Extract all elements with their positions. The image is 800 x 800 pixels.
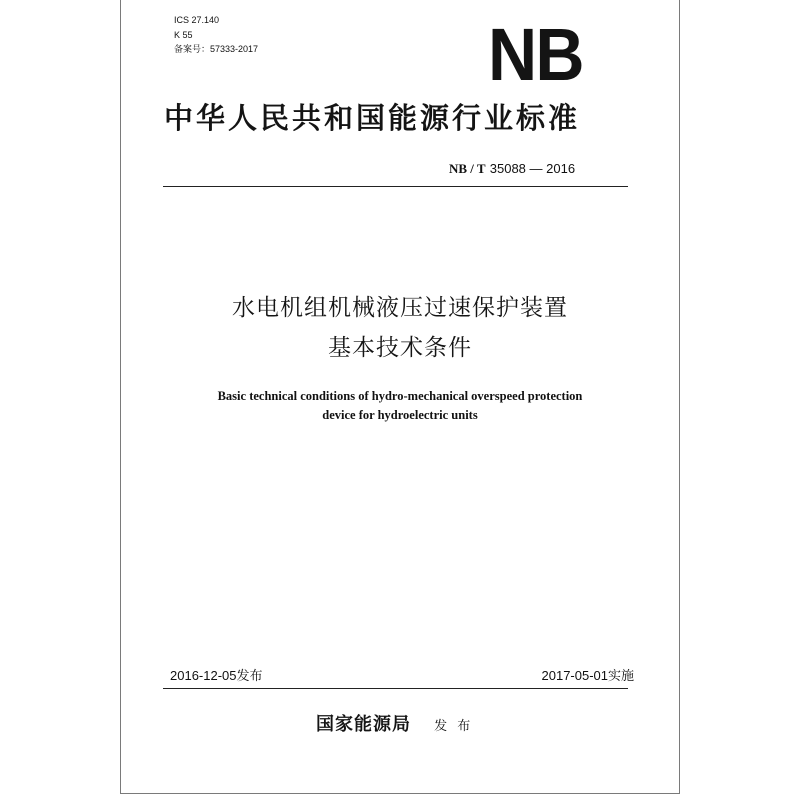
record-number: 备案号：57333-2017 [174,44,259,54]
cn-title-line1: 水电机组机械液压过速保护装置 [232,295,568,321]
nb-logo: NB [488,13,583,96]
issuer [316,710,473,736]
issuer-action: 发 布 [434,719,474,734]
issuer-org: 国家能源局 [316,714,411,735]
standard-code [449,161,575,178]
publish-date: 2016-12-05发布 [170,668,263,683]
top-divider [163,186,628,187]
en-title-line1: Basic technical conditions of hydro-mechanical overspeed protection [217,389,583,403]
bottom-divider [163,688,628,689]
ics-code: ICS 27.140 [174,15,220,25]
effective-date: 2017-05-01实施 [541,668,634,683]
standard-code-number: 35088 — 2016 [489,161,576,176]
en-title-line2: device for hydroelectric units [322,408,478,422]
standard-type-title: 中华人民共和国能源行业标准 [164,101,581,135]
cn-title-line2: 基本技术条件 [328,335,472,361]
category-code: K 55 [174,30,193,40]
standard-code-prefix: NB / T [449,161,486,176]
